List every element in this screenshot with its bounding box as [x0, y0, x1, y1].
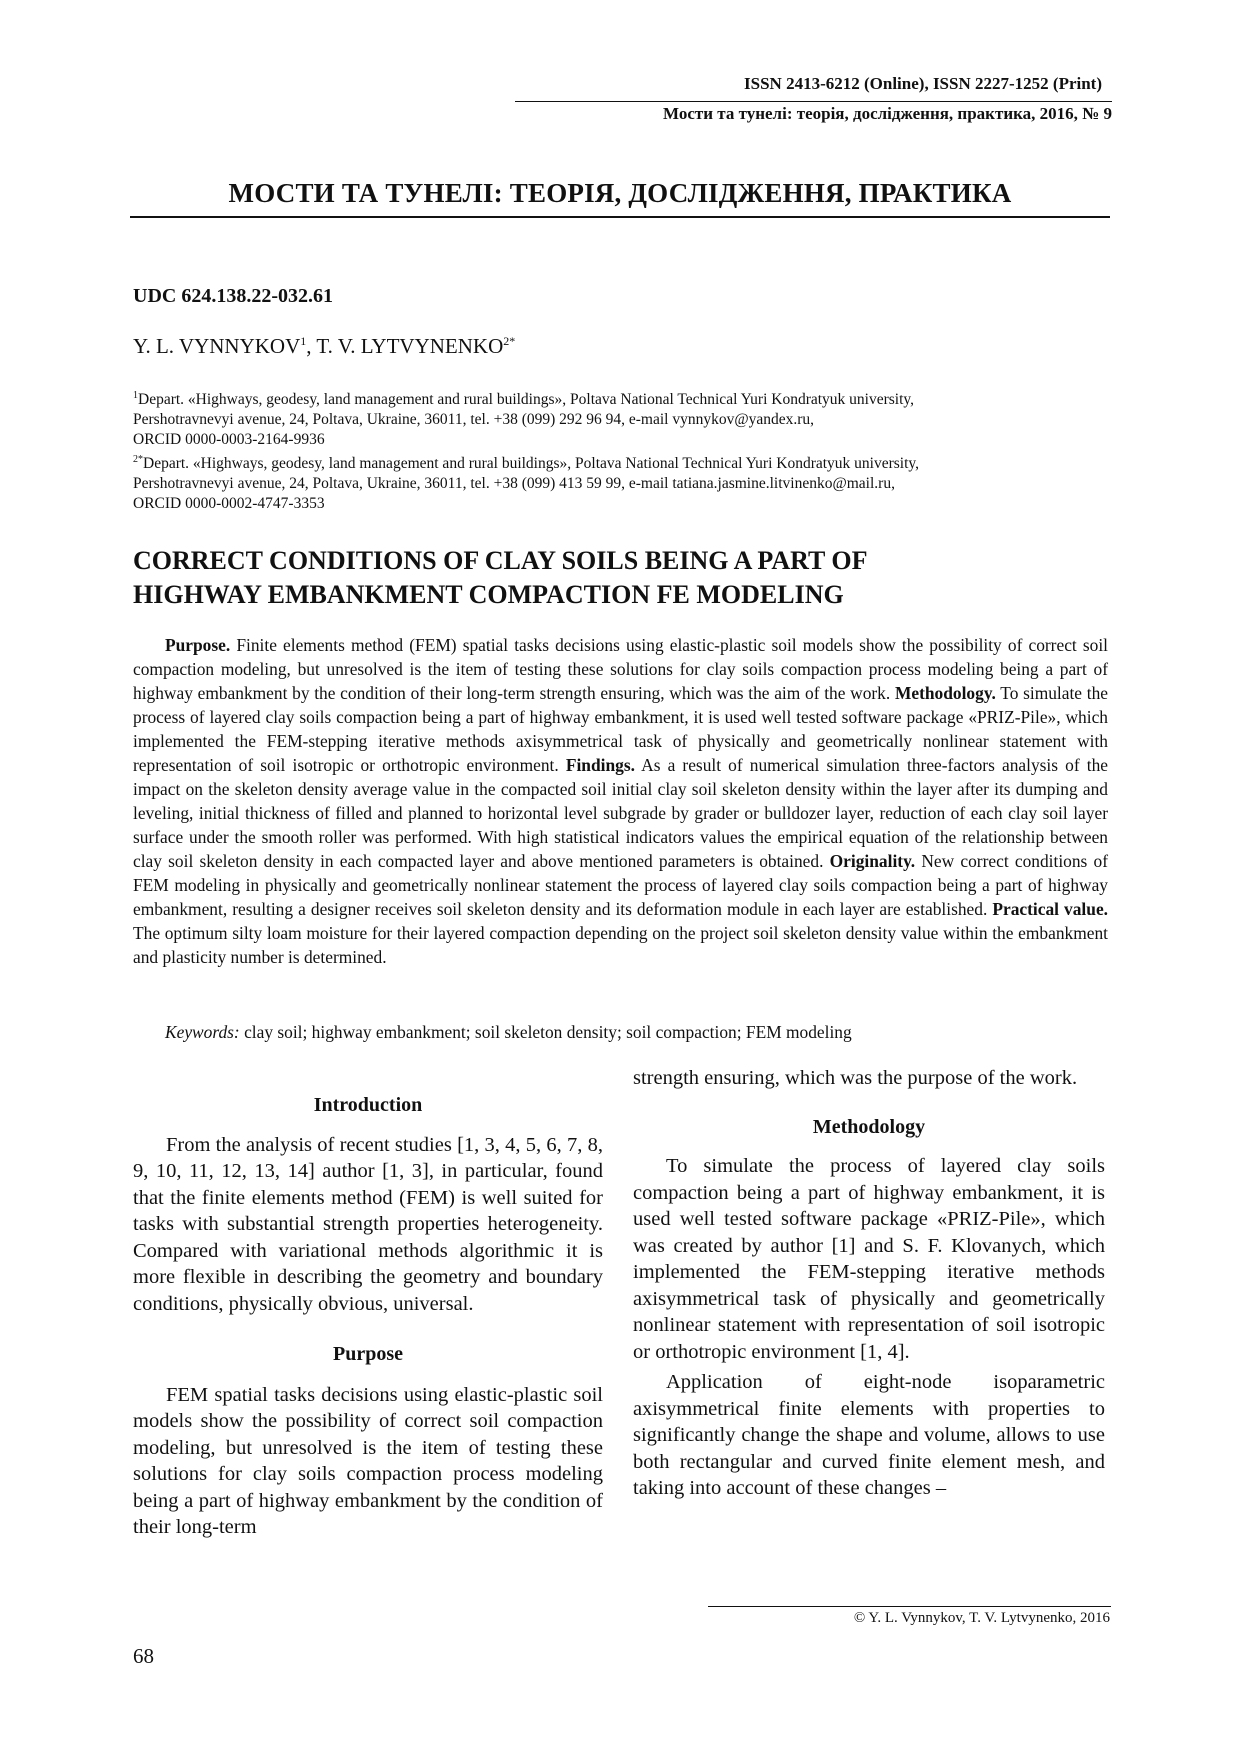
- page-number: 68: [133, 1644, 154, 1668]
- left-column: [133, 1070, 603, 1541]
- application-text: Application of eight-node isoparametric axisymmetrical finite elements with properties to significantly change the shape and volume, allows to use both rectangular and curved finite element mesh, and taking into account of these changes –: [633, 1371, 1105, 1499]
- abstract-findings-text: As a result of numerical simulation three-factors analysis of the impact on the skeleton density average value in the compacted soil initial clay soil skeleton density within the layer after its dumping and leveling, initial thickness of filled and planned to horizontal level subgrade by grader or bulldozer layer, reduction of each clay soil layer surface under the smooth roller was performed. With high statistical indicators values the empirical equation of the relationship between clay soil skeleton density in each compacted layer and above mentioned parameters is obtained.: [133, 755, 1108, 871]
- issn-line: ISSN 2413-6212 (Online), ISSN 2227-1252 (Print): [744, 74, 1102, 93]
- udc-code: UDC 624.138.22-032.61: [133, 285, 333, 307]
- copyright: © Y. L. Vynnykov, T. V. Lytvynenko, 2016: [853, 1610, 1110, 1626]
- right-column: [633, 1065, 1105, 1502]
- abstract-methodology-text: To simulate the process of layered clay soils compaction being a part of highway embankment, it is used well tested software package «PRIZ-Pile», which implemented the FEM-stepping iterative methods axisymmetrical task of physically and geometrically nonlinear statement with representation of soil isotropic or orthotropic environment.: [133, 683, 1108, 775]
- abstract-methodology-label: Methodology.: [894, 683, 996, 703]
- purpose-text: FEM spatial tasks decisions using elastic-plastic soil models show the possibility of correct soil compaction modeling, but unresolved is the item of testing these solutions for clay soils compaction process modeling being a part of highway embankment by the condition of their long-term: [133, 1383, 603, 1538]
- footnote-rule: [708, 1606, 1111, 1607]
- author-1-affil-mark: 1: [300, 334, 307, 348]
- affiliation-2-line-1: Depart. «Highways, geodesy, land management and rural buildings», Poltava National Technical Yuri Kondratyuk university,: [143, 455, 920, 473]
- keywords-label: Keywords:: [165, 1022, 240, 1042]
- paper-title-line-2: HIGHWAY EMBANKMENT COMPACTION FE MODELING: [133, 580, 844, 609]
- purpose-continuation: strength ensuring, which was the purpose of the work.: [633, 1067, 1078, 1089]
- methodology-text: To simulate the process of layered clay soils compaction being a part of highway embankment, it is used well tested software package «PRIZ-Pile», which was created by author [1] and S. F. Klovanych, which implemented the FEM-stepping iterative methods axisymmetrical task of physically and geometrically nonlinear statement with representation of soil isotropic or orthotropic environment [1, 4].: [633, 1155, 1105, 1363]
- abstract-practical-text: The optimum silty loam moisture for their layered compaction depending on the project soil skeleton density value within the embankment and plasticity number is determined.: [133, 923, 1108, 967]
- abstract-originality-text: New correct conditions of FEM modeling in physically and geometrically nonlinear statement the process of layered clay soils compaction being a part of highway embankment, resulting a designer receives soil skeleton density and its deformation module in each layer are established.: [133, 851, 1108, 919]
- affiliation-1-orcid: ORCID 0000-0003-2164-9936: [133, 431, 325, 449]
- author-separator: ,: [306, 334, 317, 358]
- affiliation-1-mark: 1: [133, 390, 138, 401]
- affiliation-2-orcid: ORCID 0000-0002-4747-3353: [133, 495, 325, 513]
- affiliation-2-line-2: Pershotravnevyi avenue, 24, Poltava, Ukraine, 36011, tel. +38 (099) 413 59 99, e-mail tatiana.jasmine.litvinenko@mail.ru,: [133, 475, 895, 493]
- introduction-text: From the analysis of recent studies [1, 3, 4, 5, 6, 7, 8, 9, 10, 11, 12, 13, 14] author [1, 3], in particular, found that the finite elements method (FEM) is well suited for tasks with substantial strength properties heterogeneity. Compared with variational methods algorithmic it is more flexible in describing the geometry and boundary conditions, physically obvious, universal.: [133, 1133, 603, 1315]
- affiliation-2-mark: 2*: [133, 454, 143, 465]
- journal-reference: Мости та тунелі: теорія, дослідження, практика, 2016, № 9: [663, 104, 1112, 123]
- purpose-heading: Purpose: [333, 1343, 403, 1365]
- header-rule: [515, 101, 1112, 102]
- title-rule: [130, 216, 1110, 218]
- affiliation-2: [133, 450, 1118, 514]
- authors: [133, 334, 515, 359]
- affiliation-1-line-1: Depart. «Highways, geodesy, land management and rural buildings», Poltava National Technical Yuri Kondratyuk university,: [138, 391, 915, 409]
- paper-title: [133, 544, 1113, 612]
- affiliation-1: [133, 386, 1118, 450]
- author-2-affil-mark: 2*: [503, 334, 516, 348]
- introduction-heading: Introduction: [313, 1094, 423, 1116]
- author-2: T. V. LYTVYNENKO: [316, 334, 504, 358]
- keywords: [133, 1020, 1108, 1044]
- author-1: Y. L. VYNNYKOV: [133, 334, 301, 358]
- methodology-heading: Methodology: [812, 1115, 926, 1138]
- abstract-purpose-text: Finite elements method (FEM) spatial tasks decisions using elastic-plastic soil models show the possibility of correct soil compaction modeling, but unresolved is the item of testing these solutions for clay soils compaction process modeling being a part of highway embankment by the condition of their long-term strength ensuring, which was the aim of the work.: [133, 635, 1108, 703]
- abstract-originality-label: Originality.: [829, 851, 916, 871]
- keywords-text: clay soil; highway embankment; soil skeleton density; soil compaction; FEM modeling: [239, 1022, 852, 1042]
- abstract-findings-label: Findings.: [565, 755, 635, 775]
- abstract-purpose-label: Purpose.: [165, 635, 231, 655]
- abstract-practical-label: Practical value.: [992, 899, 1109, 919]
- abstract: [133, 633, 1108, 969]
- affiliation-1-line-2: Pershotravnevyi avenue, 24, Poltava, Ukraine, 36011, tel. +38 (099) 292 96 94, e-mail vynnykov@yandex.ru,: [133, 411, 815, 429]
- journal-title: МОСТИ ТА ТУНЕЛІ: ТЕОРІЯ, ДОСЛІДЖЕННЯ, ПРАКТИКА: [228, 178, 1012, 208]
- paper-title-line-1: CORRECT CONDITIONS OF CLAY SOILS BEING A PART OF: [133, 546, 868, 575]
